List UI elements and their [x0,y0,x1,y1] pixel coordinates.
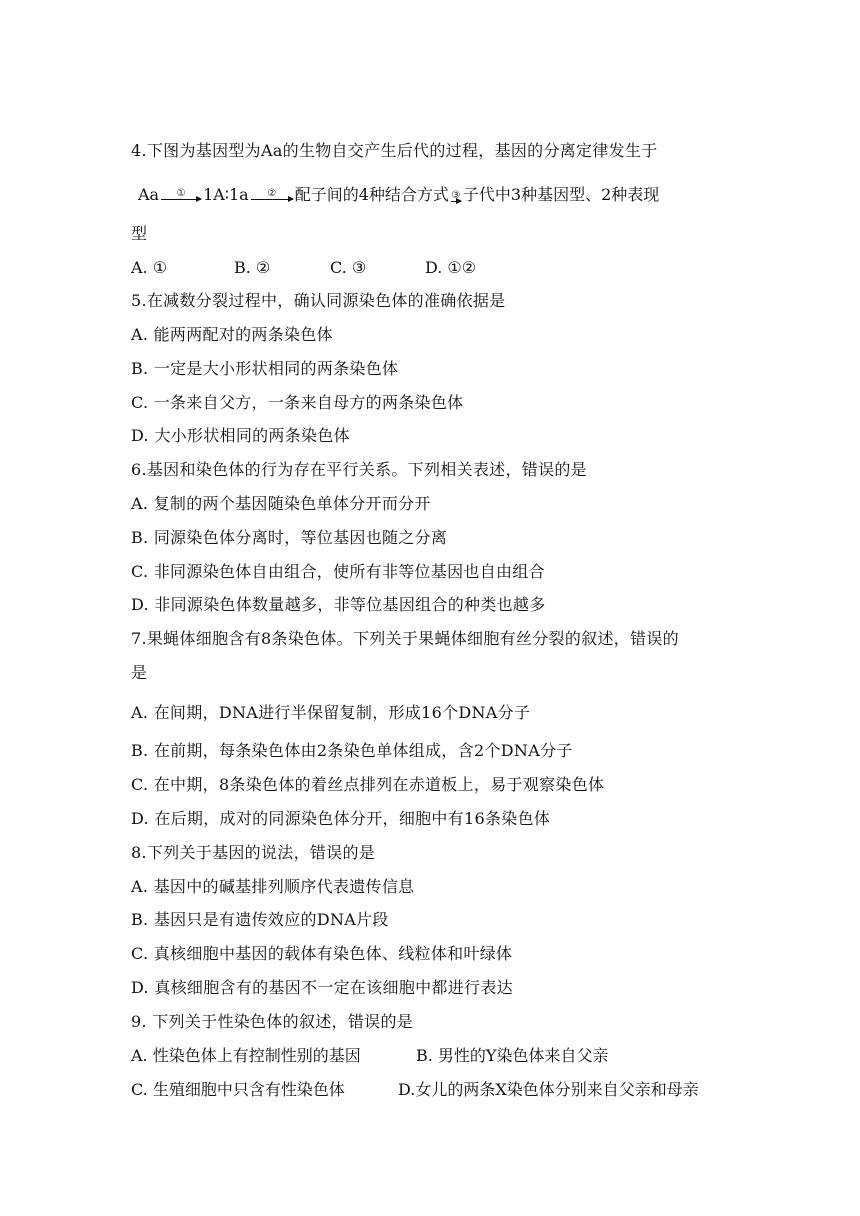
q4-flow-arrow-1-label: ① [176,188,186,199]
q4-option-c: C. ③ [330,258,367,277]
q5-option-c: C. 一条来自父方，一条来自母方的两条染色体 [131,393,464,412]
q4-flow-arrow-1 [161,189,201,207]
q4-flow-arrow-2-label: ② [267,188,277,199]
q4-flow-arrow-3 [451,191,461,207]
q8-option-a: A. 基因中的碱基排列顺序代表遗传信息 [131,877,415,896]
q4-flow-step-4: 子代中3种基因型、2种表现 [462,185,660,204]
q9-option-a: A. 性染色体上有控制性别的基因 [131,1046,361,1065]
q4-flow-arrow-3-label: ③ [451,190,461,201]
q4-flow-step-3: 配子间的4种结合方式 [294,185,449,204]
q5-stem: 5.在减数分裂过程中，确认同源染色体的准确依据是 [131,291,506,310]
q9-option-c: C. 生殖细胞中只含有性染色体 [131,1080,345,1099]
q9-option-d: D.女儿的两条X染色体分别来自父亲和母亲 [398,1080,699,1099]
q6-option-a: A. 复制的两个基因随染色单体分开而分开 [131,494,431,513]
q5-option-d: D. 大小形状相同的两条染色体 [131,426,350,445]
q6-option-b: B. 同源染色体分离时，等位基因也随之分离 [131,528,448,547]
q6-option-c: C. 非同源染色体自由组合，使所有非等位基因也自由组合 [131,562,545,581]
q4-stem-wrap: 型 [131,224,148,243]
q4-flow-arrow-2 [251,189,293,207]
q4-option-a: A. ① [131,258,168,277]
q4-stem: 4.下图为基因型为Aa的生物自交产生后代的过程，基因的分离定律发生于 [131,141,658,160]
q4-option-b: B. ② [234,258,271,277]
q9-option-b: B. 男性的Y染色体来自父亲 [416,1046,609,1065]
q5-option-a: A. 能两两配对的两条染色体 [131,325,333,344]
q6-option-d: D. 非同源染色体数量越多，非等位基因组合的种类也越多 [131,595,546,614]
q7-option-b: B. 在前期，每条染色体由2条染色单体组成，含2个DNA分子 [131,741,573,760]
q8-option-d: D. 真核细胞含有的基因不一定在该细胞中都进行表达 [131,978,513,997]
q8-stem: 8.下列关于基因的说法，错误的是 [131,843,376,862]
q9-stem: 9. 下列关于性染色体的叙述，错误的是 [131,1012,414,1031]
right-arrow-icon [451,201,461,202]
q5-option-b: B. 一定是大小形状相同的两条染色体 [131,359,399,378]
right-arrow-icon [251,199,293,200]
q7-stem-wrap: 是 [131,663,148,682]
q4-option-d: D. ①② [425,258,477,277]
q4-flow-step-1: Aa [138,185,160,204]
q7-option-c: C. 在中期，8条染色体的着丝点排列在赤道板上，易于观察染色体 [131,775,605,794]
q7-option-d: D. 在后期，成对的同源染色体分开，细胞中有16条染色体 [131,809,551,828]
q8-option-b: B. 基因只是有遗传效应的DNA片段 [131,910,389,929]
q7-stem: 7.果蝇体细胞含有8条染色体。下列关于果蝇体细胞有丝分裂的叙述，错误的 [131,629,679,648]
q4-flow-step-2: 1A∶1a [203,185,249,204]
q8-option-c: C. 真核细胞中基因的载体有染色体、线粒体和叶绿体 [131,944,513,963]
right-arrow-icon [161,199,201,200]
q4-flow-diagram [138,183,659,207]
q7-option-a: A. 在间期，DNA进行半保留复制，形成16个DNA分子 [131,703,531,722]
q6-stem: 6.基因和染色体的行为存在平行关系。下列相关表述，错误的是 [131,460,587,479]
